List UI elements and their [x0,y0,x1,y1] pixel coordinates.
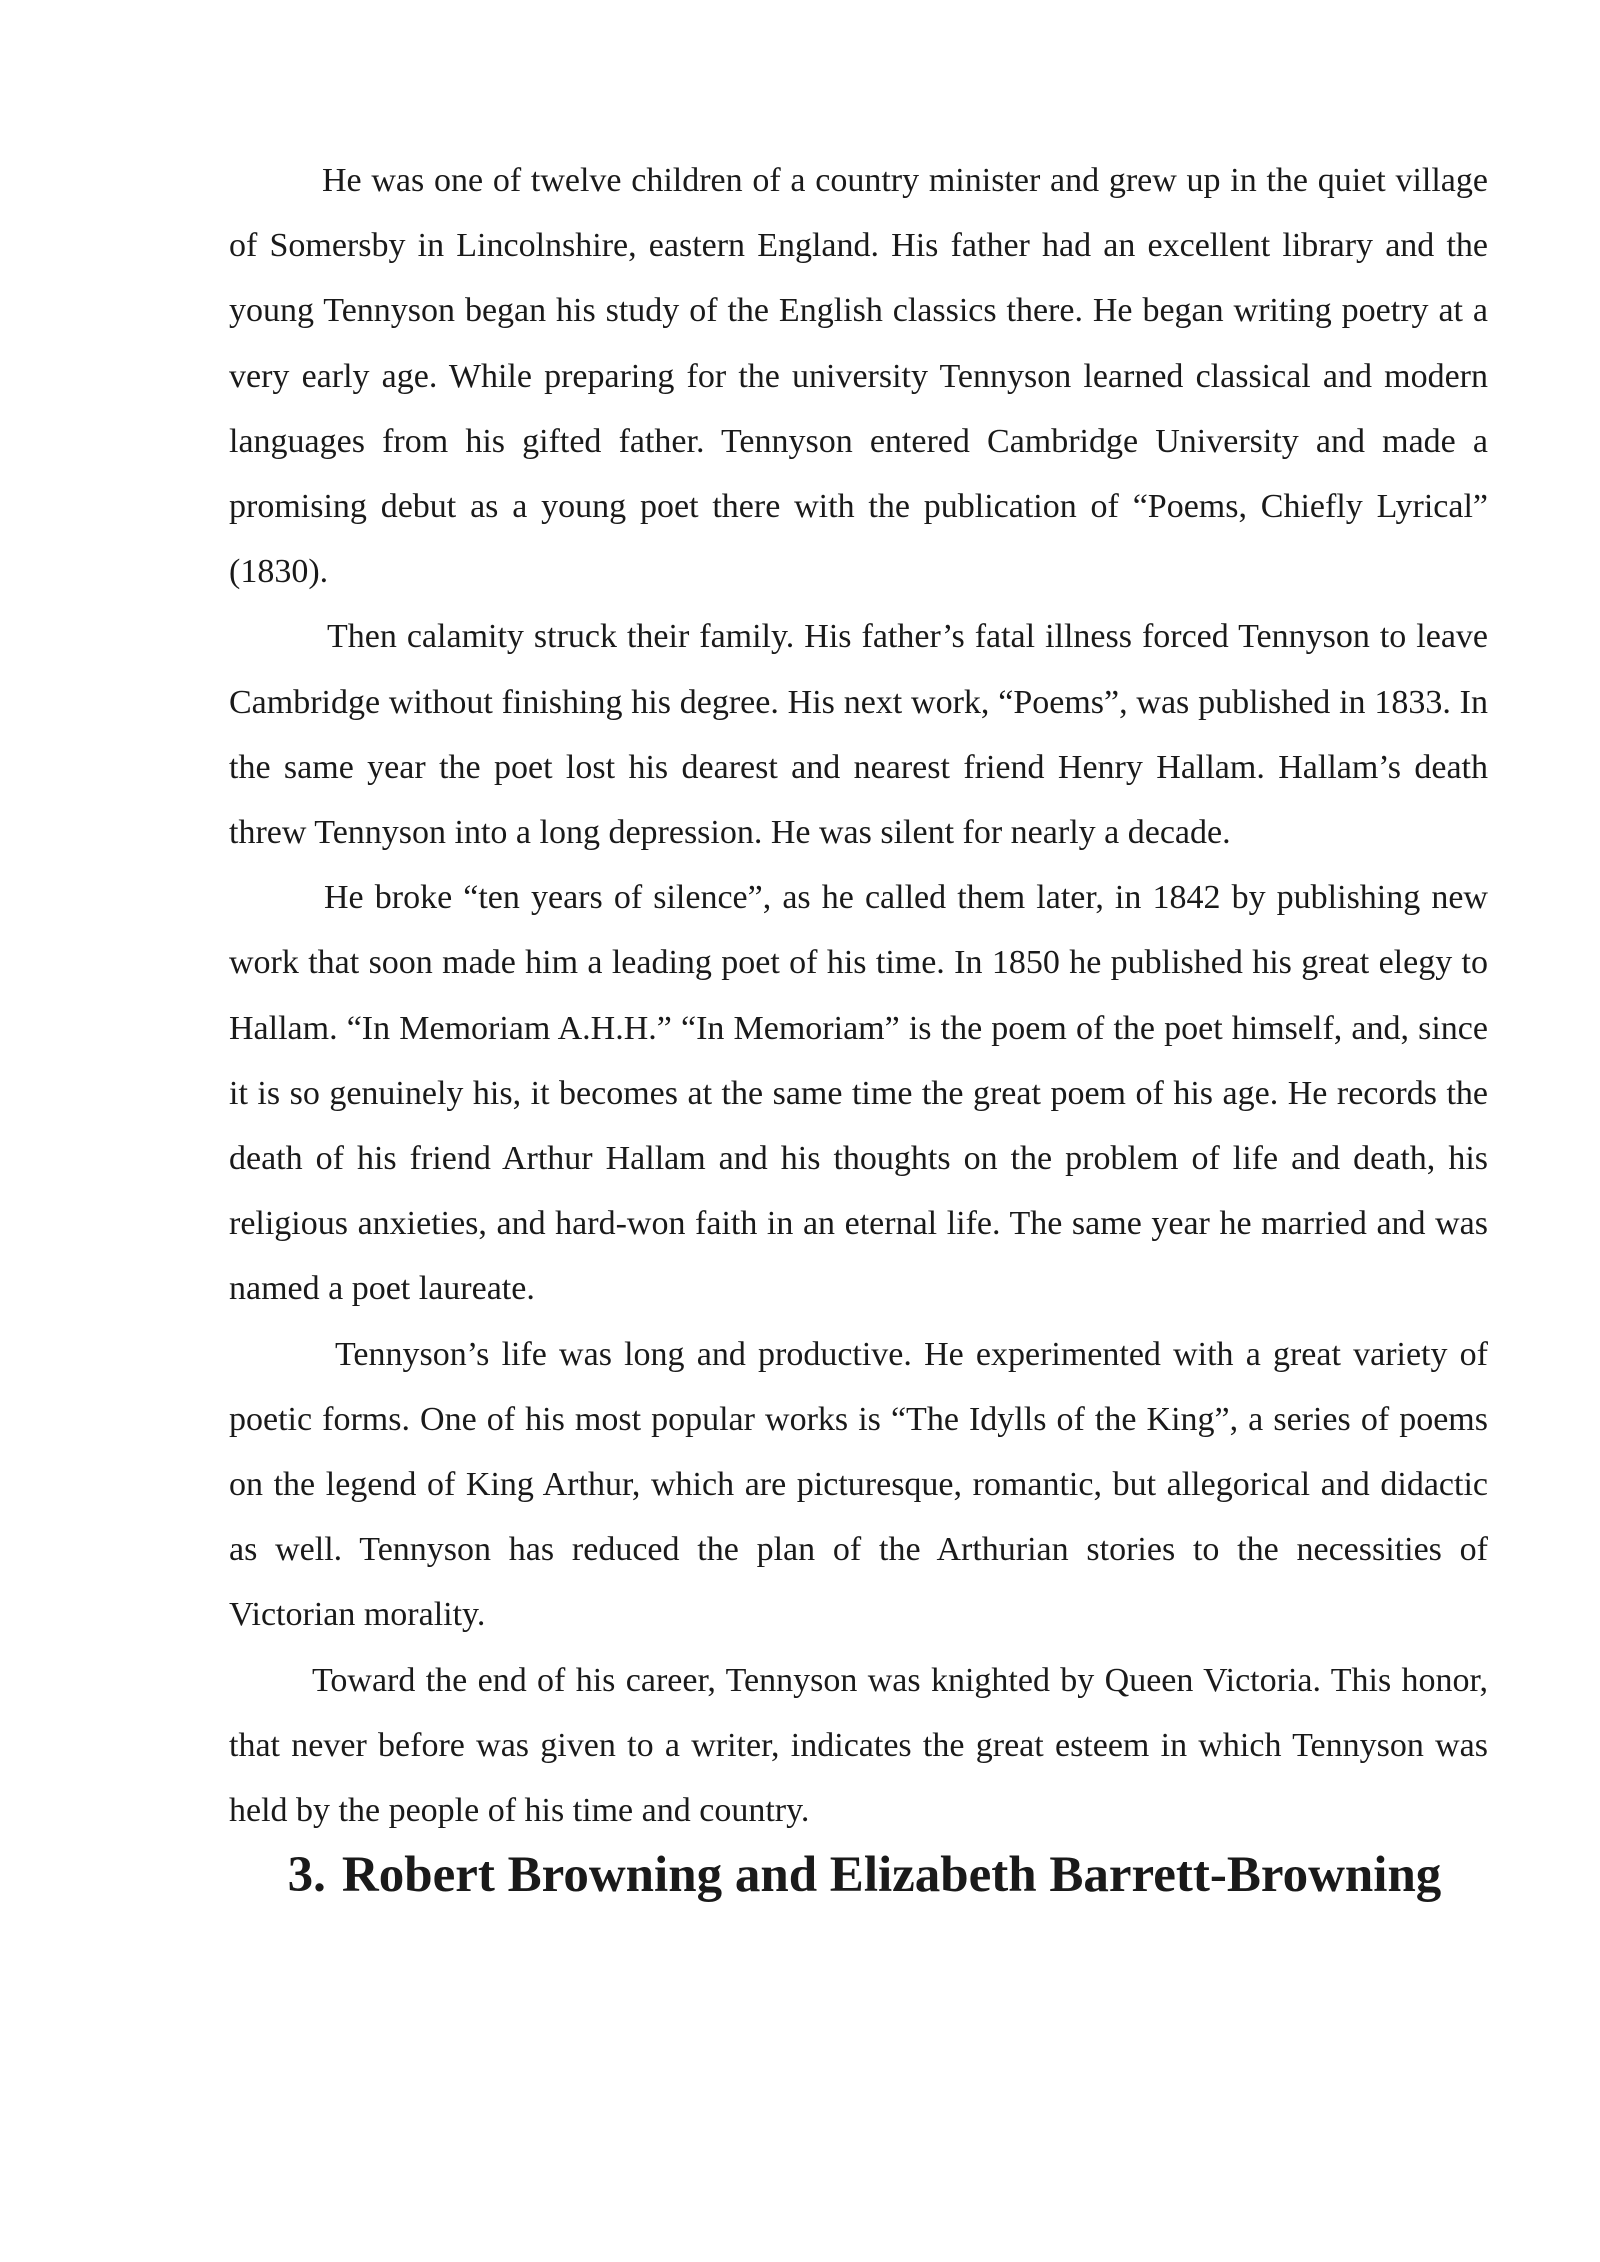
paragraph-idylls: Tennyson’s life was long and productive. He experimented with a great variety of poetic forms. One of his most popular works is “The Idylls of the King”, a series of poems on the legend of King Arthur, which are picturesque, romantic, but allegorical and didactic as well. Tennyson has reduced the plan of the Arthurian stories to the necessities of Victorian morality. [229,1335,1488,1634]
section-title: Robert Browning and Elizabeth Barrett-Browning [341,1847,1442,1904]
section-number: 3. [287,1847,326,1904]
body-text [229,148,1488,1908]
paragraph-in-memoriam: He broke “ten years of silence”, as he called them later, in 1842 by publishing new work that soon made him a leading poet of his time. In 1850 he published his great elegy to Hallam. “In Memoriam A.H.H.” “In Memoriam” is the poem of the poet himself, and, since it is so genuinely his, it becomes at the same time the great poem of his age. He records the death of his friend Arthur Hallam and his thoughts on the problem of life and death, his religious anxieties, and hard-won faith in an eternal life. The same year he married and was named a poet laureate. [229,879,1488,1308]
paragraph-knighthood: Toward the end of his career, Tennyson was knighted by Queen Victoria. This honor, that never before was given to a writer, indicates the great esteem in which Tennyson was held by the people of his time and country. [229,1661,1488,1830]
section-heading [229,1843,1488,1908]
paragraph-calamity: Then calamity struck their family. His father’s fatal illness forced Tennyson to leave Cambridge without finishing his degree. His next work, “Poems”, was published in 1833. In the same year the poet lost his dearest and nearest friend Henry Hallam. Hallam’s death threw Tennyson into a long depression. He was silent for nearly a decade. [229,618,1488,852]
paragraph-childhood: He was one of twelve children of a country minister and grew up in the quiet village of Somersby in Lincolnshire, eastern England. His father had an excellent library and the young Tennyson began his study of the English classics there. He began writing poetry at a very early age. While preparing for the university Tennyson learned classical and modern languages from his gifted father. Tennyson entered Cambridge University and made a promising debut as a young poet there with the publication of “Poems, Chiefly Lyrical” (1830). [229,162,1488,591]
